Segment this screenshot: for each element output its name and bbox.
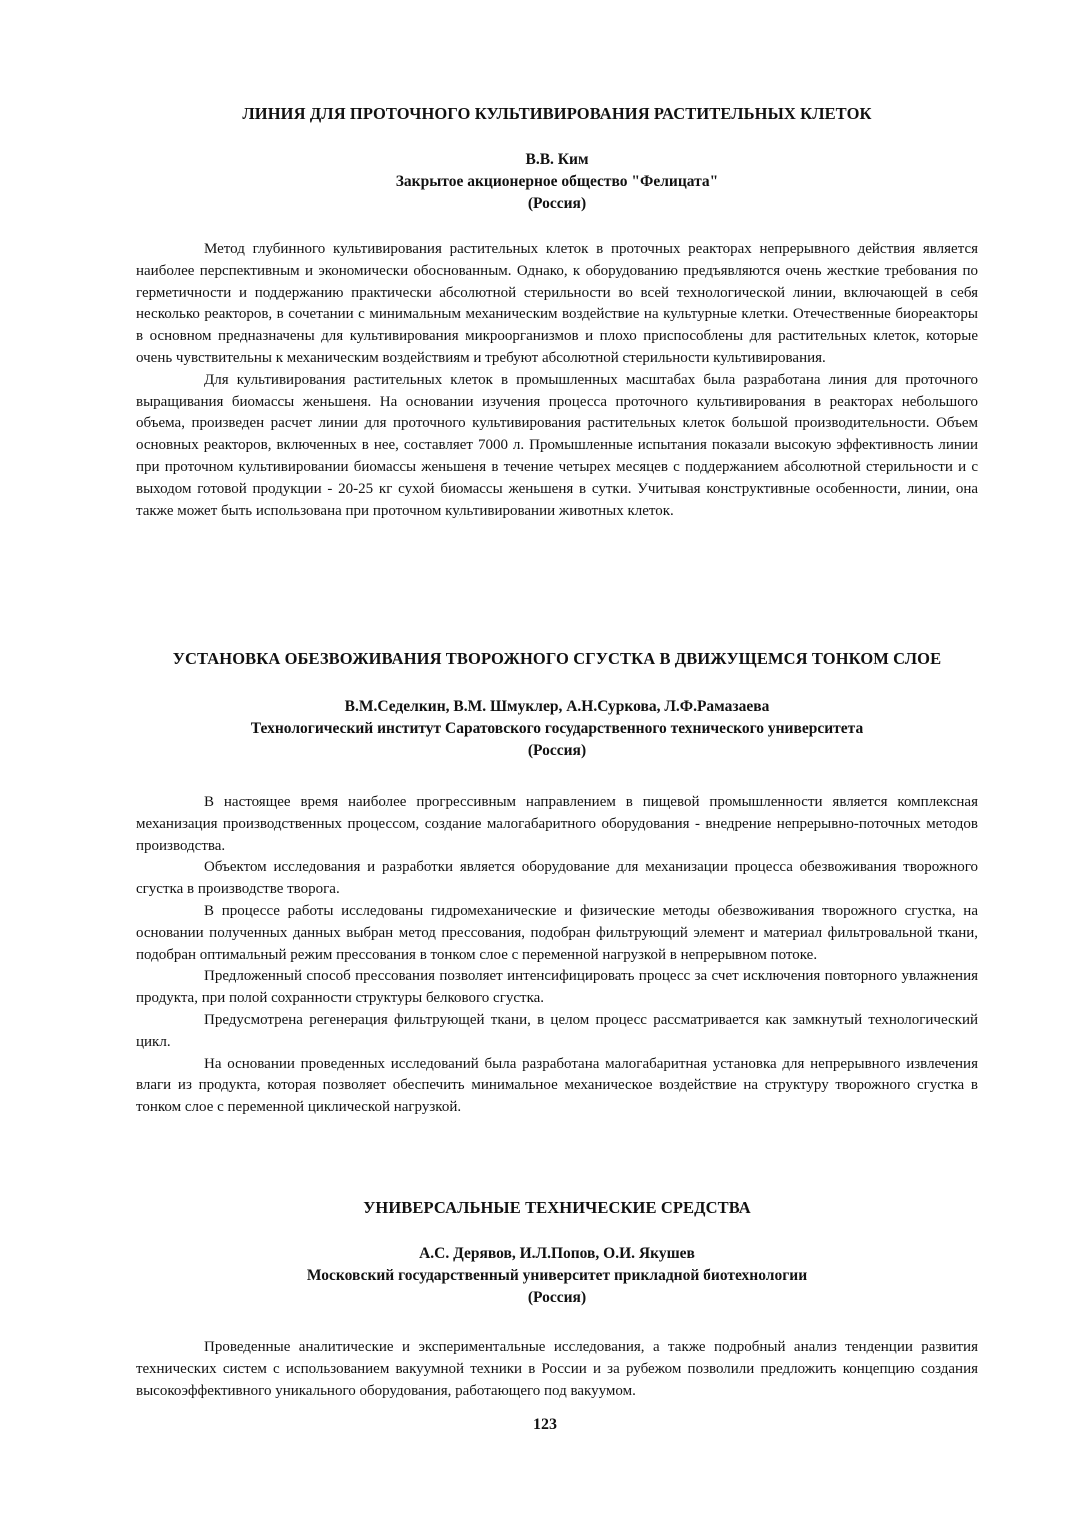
article-3-authors: А.С. Дерявов, И.Л.Попов, О.И. Якушев bbox=[419, 1245, 695, 1262]
article-1-title: ЛИНИЯ ДЛЯ ПРОТОЧНОГО КУЛЬТИВИРОВАНИЯ РАСТИТЕЛЬНЫХ КЛЕТОК bbox=[242, 104, 872, 123]
article-2-byline bbox=[136, 696, 978, 762]
article-2-country: (Россия) bbox=[527, 742, 587, 759]
paragraph: Предложенный способ прессования позволяет интенсифицировать процесс за счет исключения повторного увлажнения продукта, при полой сохранности структуры белкового сгустка. bbox=[136, 968, 978, 1007]
article-1 bbox=[136, 103, 978, 522]
paragraph: На основании проведенных исследований была разработана малогабаритная установка для непрерывного извлечения влаги из продукта, которая позволяет обеспечить минимальное механическое воздействие на структуру творожного сгустка в тонком слое с переменной циклической нагрузкой. bbox=[136, 1055, 978, 1116]
paragraph: В настоящее время наиболее прогрессивным направлением в пищевой промышленности является комплексная механизация производственных процессом, создание малогабаритного оборудования - внедрение непрерывно-поточных методов производства. bbox=[136, 794, 978, 854]
paragraph: Объектом исследования и разработки является оборудование для механизации процесса обезвоживания творожного сгустка в производстве творога. bbox=[136, 859, 978, 898]
article-1-byline bbox=[136, 149, 978, 215]
article-3-body bbox=[136, 1337, 978, 1402]
page-number: 123 bbox=[533, 1416, 557, 1433]
paragraph: В процессе работы исследованы гидромеханические и физические методы обезвоживания творожного сгустка, на основании полученных данных выбран метод прессования, подобран фильтрующий элемент и материал фильтровальной ткани, подобран оптимальный режим прессования в тонком слое с переменной нагрузкой в непрерывном потоке. bbox=[136, 902, 978, 963]
article-2 bbox=[136, 648, 978, 1119]
article-3-title: УНИВЕРСАЛЬНЫЕ ТЕХНИЧЕСКИЕ СРЕДСТВА bbox=[363, 1198, 751, 1217]
paragraph: Проведенные аналитические и экспериментальные исследования, а также подробный анализ тенденции развития технических систем с использованием вакуумной техники в России и за рубежом позволили предложить концепцию создания высокоэффективного уникального оборудования, работающего под вакуумом. bbox=[136, 1339, 978, 1399]
article-1-affiliation: Закрытое акционерное общество "Фелицата" bbox=[395, 173, 719, 190]
article-3 bbox=[136, 1197, 978, 1402]
article-3-affiliation: Московский государственный университет прикладной биотехнологии bbox=[306, 1267, 808, 1284]
paragraph: Предусмотрена регенерация фильтрующей ткани, в целом процесс рассматривается как замкнутый технологический цикл. bbox=[136, 1011, 978, 1050]
article-2-authors: В.М.Седелкин, В.М. Шмуклер, А.Н.Суркова, Л.Ф.Рамазаева bbox=[344, 698, 770, 715]
paragraph: Для культивирования растительных клеток в промышленных масштабах была разработана линия для проточного выращивания биомассы женьшеня. На основании изучения процесса проточного культивирования в реакторах небольшого объема, произведен расчет линии для проточного культивирования растительных клеток большой производительности. Объем основных реакторов, включенных в нее, составляет 7000 л. Промышленные испытания показали высокую эффективность линии при проточном культивировании биомассы женьшеня в течение четырех месяцев с поддержанием абсолютной стерильности и с выходом готовой продукции - 20-25 кг сухой биомассы женьшеня в сутки. Учитывая конструктивные особенности, линии, она также может быть использована при проточном культивировании животных клеток. bbox=[136, 371, 978, 519]
article-2-title: УСТАНОВКА ОБЕЗВОЖИВАНИЯ ТВОРОЖНОГО СГУСТКА В ДВИЖУЩЕМСЯ ТОНКОМ СЛОЕ bbox=[172, 649, 942, 668]
article-2-affiliation: Технологический институт Саратовского государственного технического университета bbox=[250, 720, 864, 737]
article-3-byline bbox=[136, 1243, 978, 1309]
article-1-authors: В.В. Ким bbox=[525, 151, 589, 168]
article-1-country: (Россия) bbox=[527, 195, 587, 212]
article-1-body bbox=[136, 239, 978, 522]
article-2-body bbox=[136, 792, 978, 1119]
article-3-country: (Россия) bbox=[527, 1289, 587, 1306]
paragraph: Метод глубинного культивирования растительных клеток в проточных реакторах непрерывного действия является наиболее перспективным и экономически обоснованным. Однако, к оборудованию предъявляются очень жесткие требования по герметичности и поддержанию практически абсолютной стерильности во всей технологической линии, включающей в себя несколько реакторов, в сочетании с минимальным механическим воздействие на культурные клетки. Отечественные биореакторы в основном предназначены для культивирования микроорганизмов и плохо приспособлены для растительных клеток, которые очень чувствительны к механическим воздействиям и требуют абсолютной стерильности культивирования. bbox=[136, 241, 978, 366]
